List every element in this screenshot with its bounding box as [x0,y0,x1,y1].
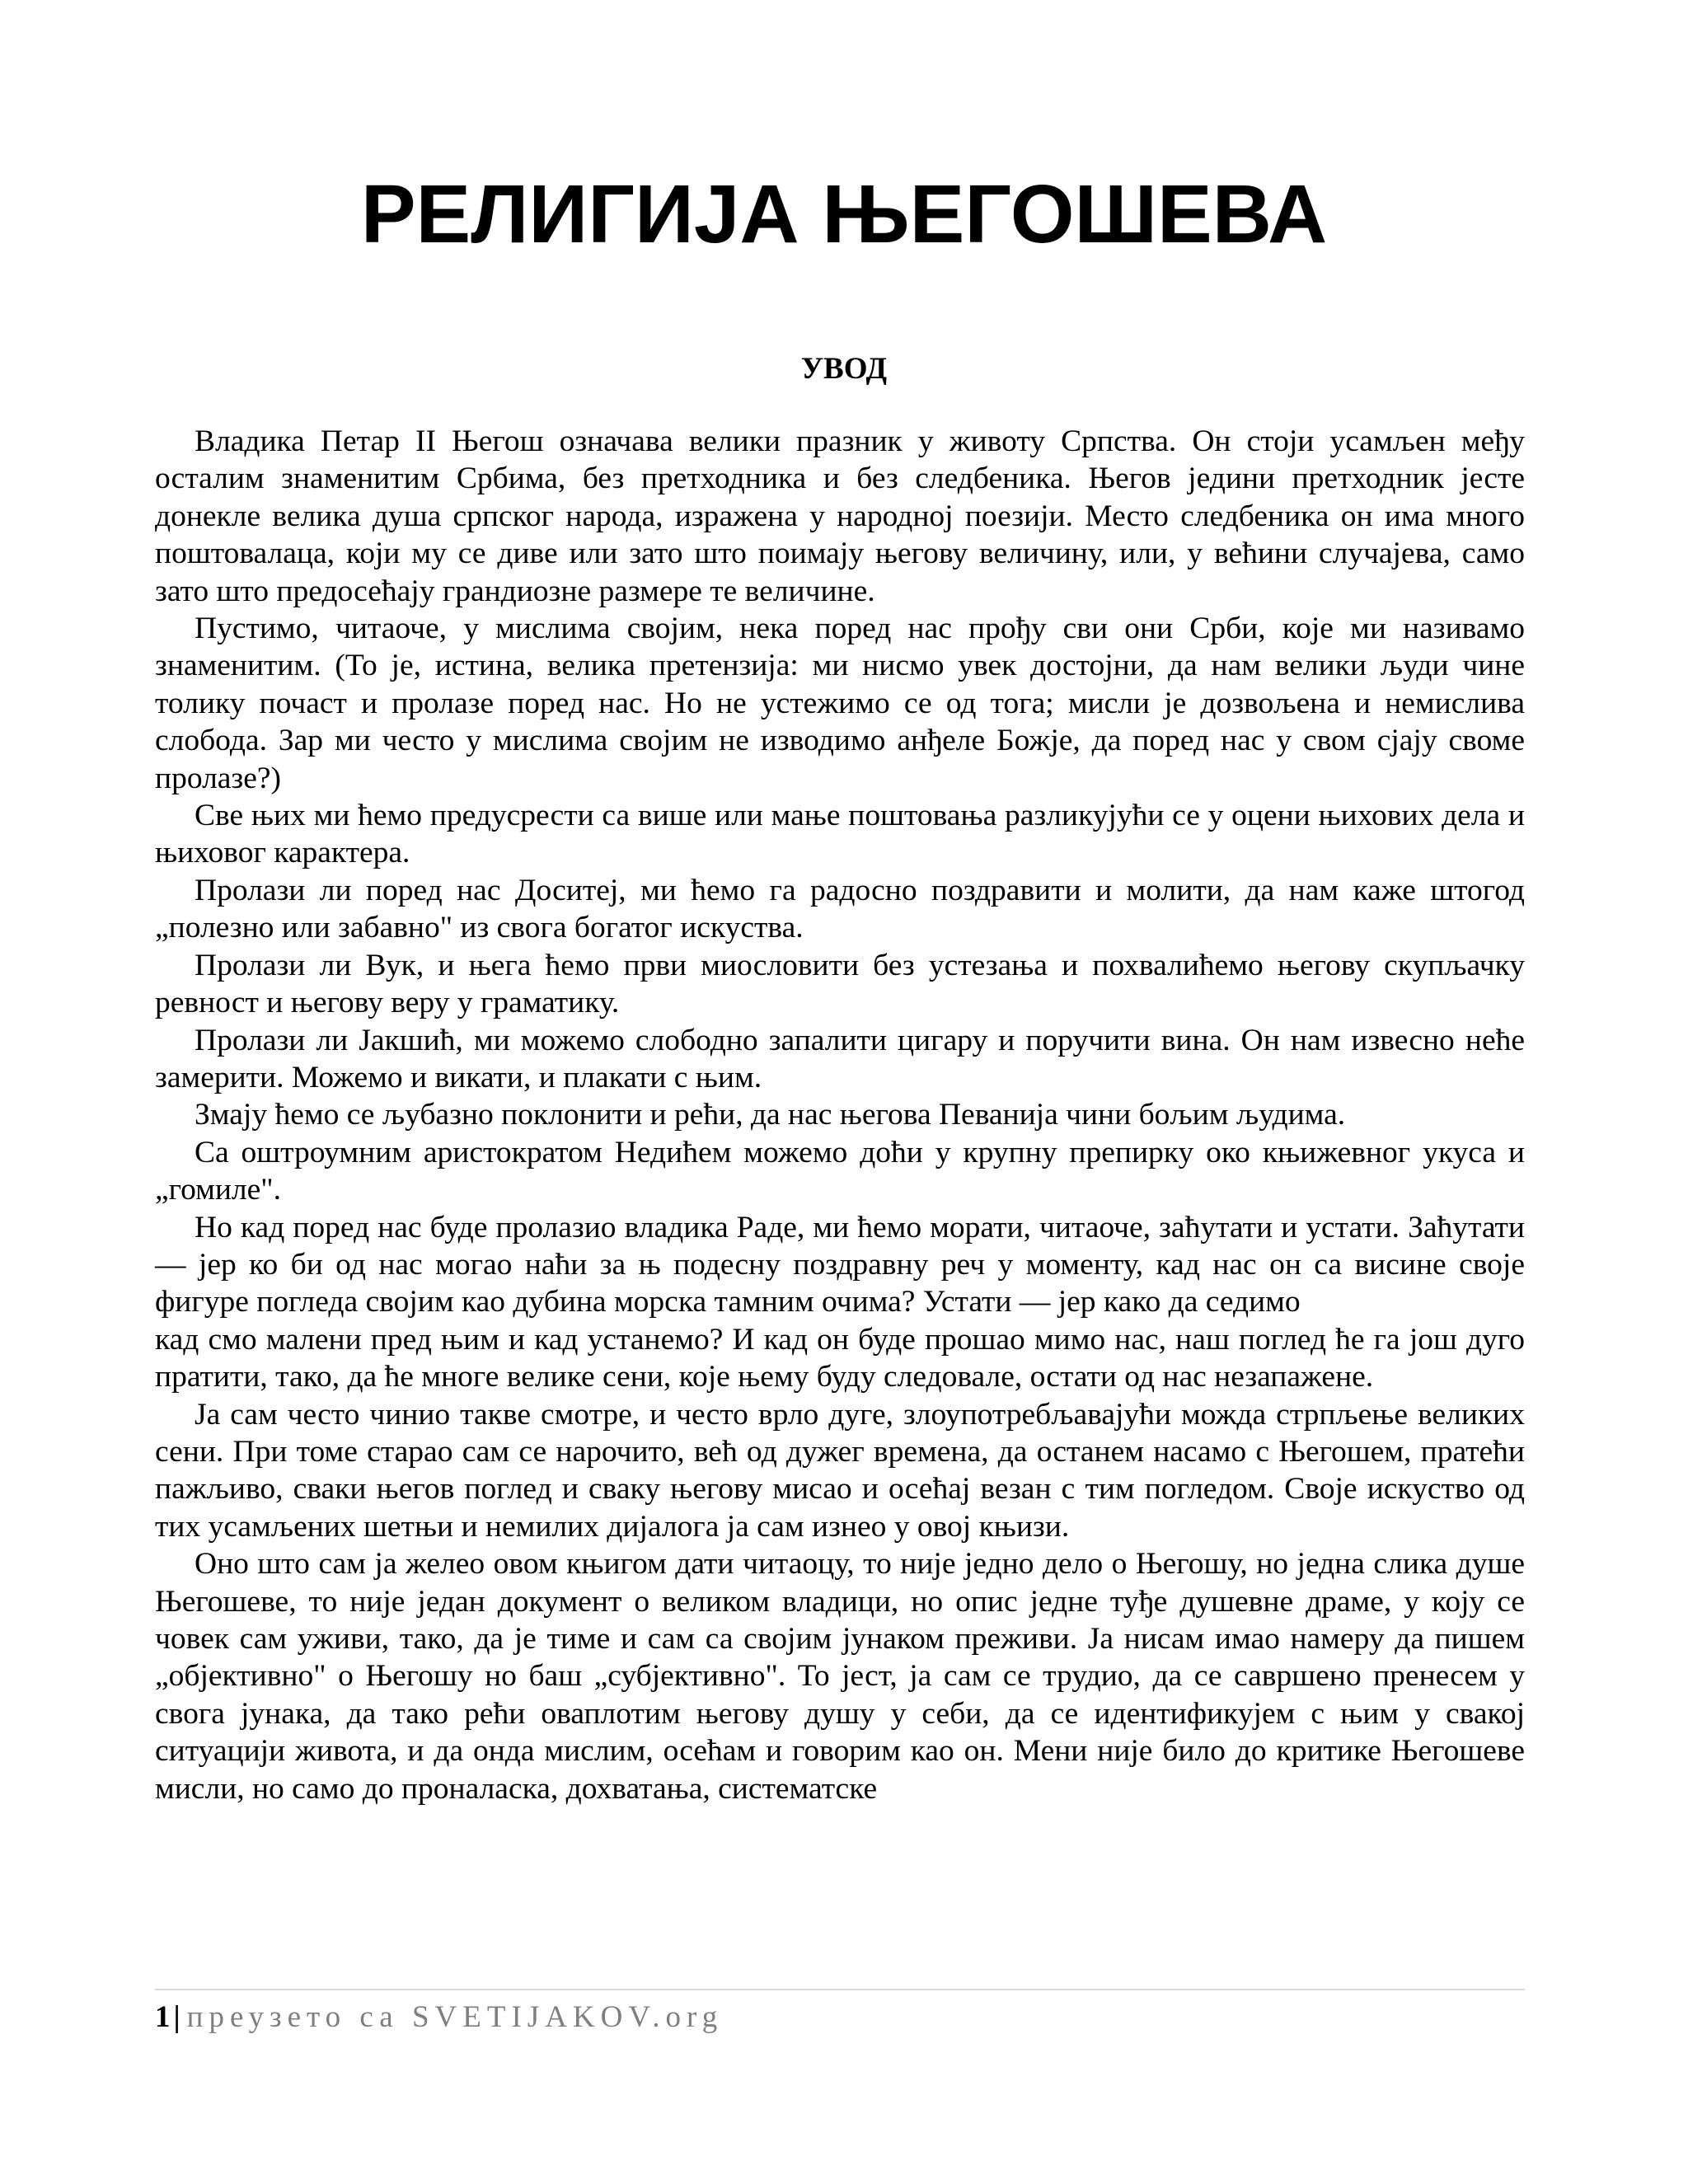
paragraph: кад смо малени пред њим и кад устанемо? И кад он буде прошао мимо нас, наш поглед ће га још дуго пратити, тако, да ће многе велике сени, које њему буду следовале, остати од нас незапажене. [155,1322,1525,1394]
paragraph: Змају ћемо се љубазно поклонити и рећи, да нас његова Певанија чини бољим људима. [195,1098,1346,1132]
paragraph: Пролази ли поред нас Доситеј, ми ћемо га радосно поздравити и молити, да нам каже штогод „полезно или забавно" из свога богатог искуства. [155,873,1525,945]
paragraph: Владика Петар II Његош означава велики празник у животу Српства. Он стоји усамљен међу осталим знаменитим Србима, без претходника и без следбеника. Његов једини претходник јесте донекле велика душа српског народа, изражена у народној поезији. Место следбеника он има много поштовалаца, који му се диве или зато што поимају његову величину, или, у већини случајева, само зато што предосећају грандиозне размере те величине. [155,424,1525,608]
paragraph: Ја сам често чинио такве смотре, и често врло дуге, злоупотребљавајући можда стрпљење великих сени. При томе старао сам се нарочито, већ од дужег времена, да останем насамо с Његошем, пратећи пажљиво, сваки његов поглед и сваку његову мисао и осећај везан с тим погледом. Своје искуство од тих усамљених шетњи и немилих дијалога ја сам изнео у овој књизи. [155,1397,1525,1544]
footer-source: преузето са SVETIJAKOV.org [186,2000,724,2034]
document-body [155,423,1525,1807]
paragraph: Но кад поред нас буде пролазио владика Раде, ми ћемо морати, читаоче, заћутати и устати. Заћутати — јер ко би од нас могао наћи за њ подесну поздравну реч у моменту, кад нас он са висине своје фигуре погледа својим као дубина морска тамним очима? Устати — јер како да седимо [155,1210,1525,1319]
footer-separator: | [173,2000,181,2034]
paragraph: Оно што сам ја желео овом књигом дати читаоцу, то није једно дело о Његошу, но једна слика душе Његошеве, то није један документ о великом владици, но опис једне туђе душевне драме, у коју се човек сам уживи, тако, да је тиме и сам са својим јунаком преживи. Ја нисам имао намеру да пишем „објективно" о Његошу но баш „субјективно". То јест, ја сам се трудио, да се савршено пренесем у свога јунака, да тако рећи оваплотим његову душу у себи, да се идентификујем с њим у свакој ситуацији живота, и да онда мислим, осећам и говорим као он. Мени није било до критике Његошеве мисли, но само до проналаска, дохватања, систематске [155,1547,1525,1806]
paragraph: Све њих ми ћемо предусрести са више или мање поштовања разликујући се у оцени њихових дела и њиховог карактера. [155,799,1525,870]
section-heading: УВОД [800,352,888,386]
paragraph: Пролази ли Вук, и њега ћемо први миословити без устезања и похвалићемо његову скупљачку ревност и његову веру у граматику. [155,948,1525,1020]
footer-divider [155,1989,1525,1990]
page-number: 1 [155,2000,171,2034]
paragraph: Пустимо, читаоче, у мислима својим, нека поред нас прођу сви они Срби, које ми називамо знаменитим. (То је, истина, велика претензија: ми нисмо увек достојни, да нам велики људи чине толику почаст и пролазе поред нас. Но не устежимо се од тога; мисли је дозвољена и немислива слобода. Зар ми често у мислима својим не изводимо анђеле Божје, да поред нас у свом сјају своме пролазе?) [155,612,1525,795]
paragraph: Са оштроумним аристократом Недићем можемо доћи у крупну препирку око књижевног укуса и „гомиле". [155,1135,1525,1207]
page-footer [155,1998,723,2037]
paragraph: Пролази ли Јакшић, ми можемо слободно запалити цигару и поручити вина. Он нам извесно неће замерити. Можемо и викати, и плакати с њим. [155,1023,1525,1094]
document-title: РЕЛИГИЈА ЊЕГОШЕВА [360,168,1328,260]
